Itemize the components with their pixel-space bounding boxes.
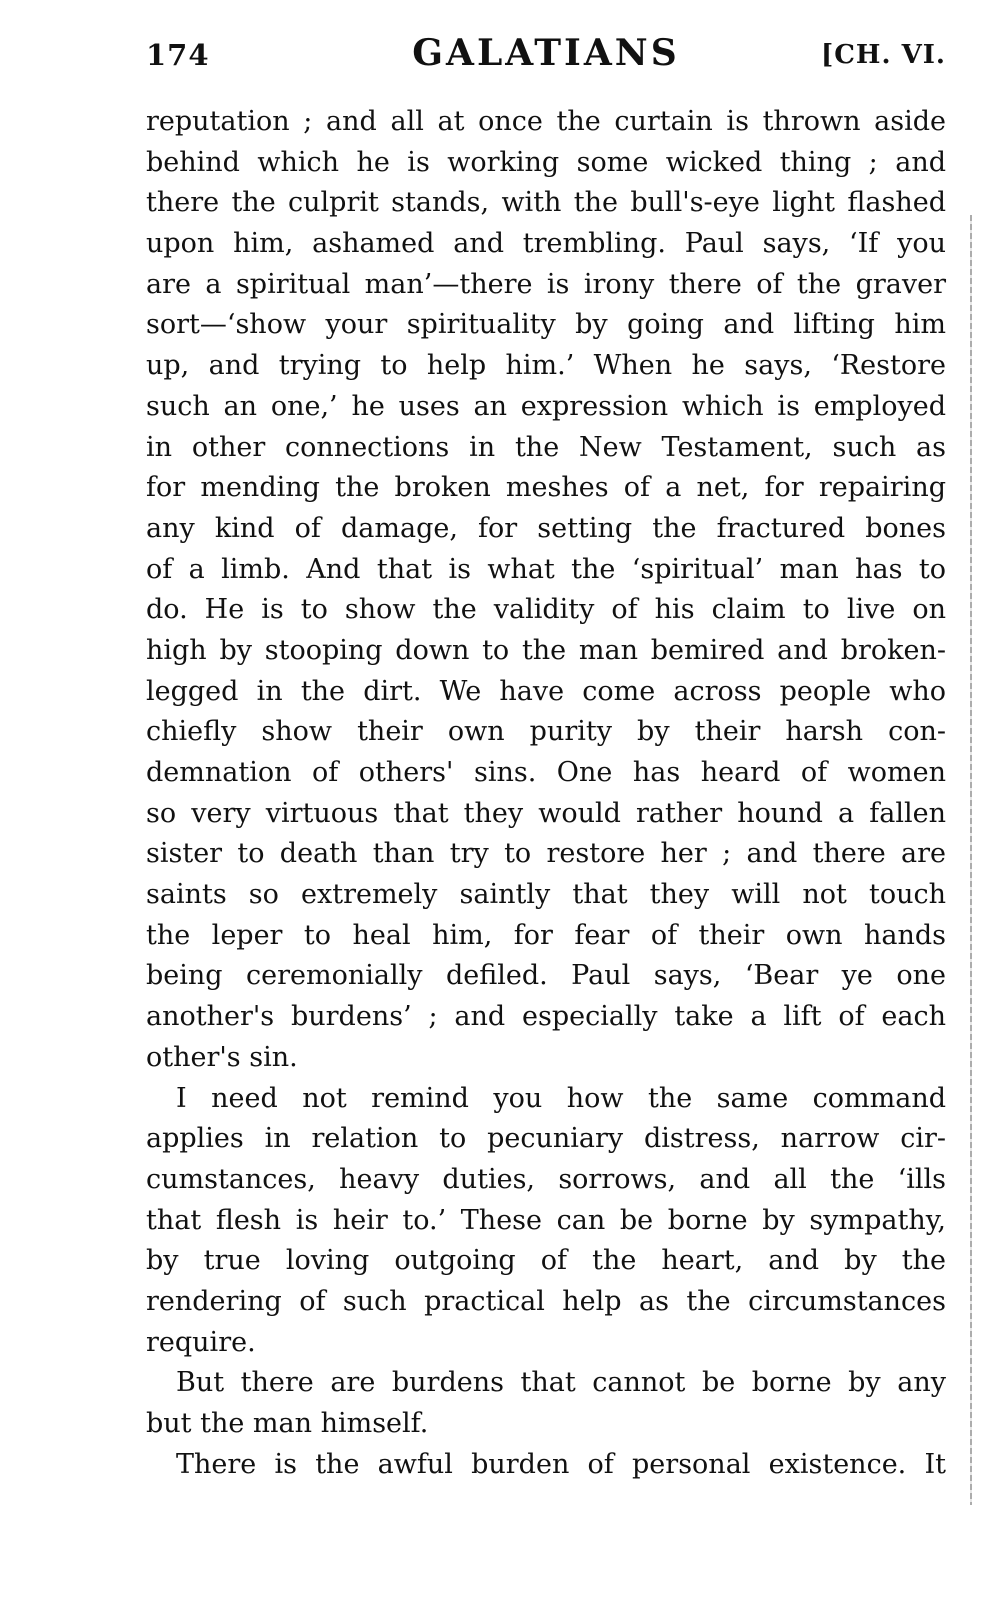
text-line: behind which he is working some wicked thing ; and bbox=[146, 146, 946, 178]
paragraph-start-line: There is the awful burden of personal existence. It bbox=[176, 1448, 946, 1480]
text-line: any kind of damage, for setting the fractured bones bbox=[146, 512, 946, 544]
text-line: high by stooping down to the man bemired and broken- bbox=[146, 634, 946, 666]
text-line: another's burdens’ ; and especially take a lift of each bbox=[146, 1001, 946, 1033]
paragraph-end-line: but the man himself. bbox=[146, 1408, 429, 1439]
text-line: legged in the dirt. We have come across people who bbox=[146, 675, 946, 707]
page-number: 174 bbox=[146, 38, 210, 72]
chapter-reference: [CH. VI. bbox=[820, 40, 946, 70]
text-line: sort—‘show your spirituality by going and lifting him bbox=[146, 309, 946, 341]
text-line: sister to death than try to restore her ; and there are bbox=[146, 838, 946, 870]
text-line: by true loving outgoing of the heart, and by the bbox=[146, 1245, 946, 1277]
text-line: are a spiritual man’—there is irony there of the graver bbox=[146, 268, 946, 300]
scan-edge-rule bbox=[970, 215, 972, 1505]
text-line: reputation ; and all at once the curtain is thrown aside bbox=[146, 106, 946, 137]
paragraph-start-line: But there are burdens that cannot be borne by any bbox=[176, 1367, 946, 1399]
text-line: do. He is to show the validity of his claim to live on bbox=[146, 594, 946, 626]
text-line: up, and trying to help him.’ When he says, ‘Restore bbox=[146, 350, 946, 382]
text-line: upon him, ashamed and trembling. Paul says, ‘If you bbox=[146, 228, 946, 260]
text-line: demnation of others' sins. One has heard of women bbox=[146, 757, 946, 788]
text-line: so very virtuous that they would rather hound a fallen bbox=[146, 797, 946, 829]
text-line: the leper to heal him, for fear of their own hands bbox=[146, 919, 946, 951]
text-line: being ceremonially defiled. Paul says, ‘Bear ye one bbox=[146, 960, 946, 992]
text-line: such an one,’ he uses an expression which is employed bbox=[146, 390, 946, 422]
running-header bbox=[146, 30, 946, 80]
text-line: for mending the broken meshes of a net, for repairing bbox=[146, 472, 946, 504]
text-line: rendering of such practical help as the circumstances bbox=[146, 1285, 946, 1317]
text-line: cumstances, heavy duties, sorrows, and all the ‘ills bbox=[146, 1163, 946, 1195]
paragraph-end-line: other's sin. bbox=[146, 1041, 298, 1073]
text-line: of a limb. And that is what the ‘spiritual’ man has to bbox=[146, 553, 946, 585]
text-line: that flesh is heir to.’ These can be borne by sympathy, bbox=[146, 1204, 946, 1236]
text-line: applies in relation to pecuniary distress, narrow cir- bbox=[146, 1123, 946, 1155]
text-line: saints so extremely saintly that they will not touch bbox=[146, 879, 946, 911]
body-text bbox=[146, 102, 946, 1485]
text-line: in other connections in the New Testament, such as bbox=[146, 431, 946, 463]
paragraph-end-line: require. bbox=[146, 1326, 256, 1358]
text-line: there the culprit stands, with the bull's-eye light flashed bbox=[146, 187, 946, 219]
running-title: GALATIANS bbox=[412, 32, 680, 74]
text-line: chiefly show their own purity by their harsh con- bbox=[146, 716, 946, 748]
paragraph-start-line: I need not remind you how the same command bbox=[176, 1082, 946, 1114]
